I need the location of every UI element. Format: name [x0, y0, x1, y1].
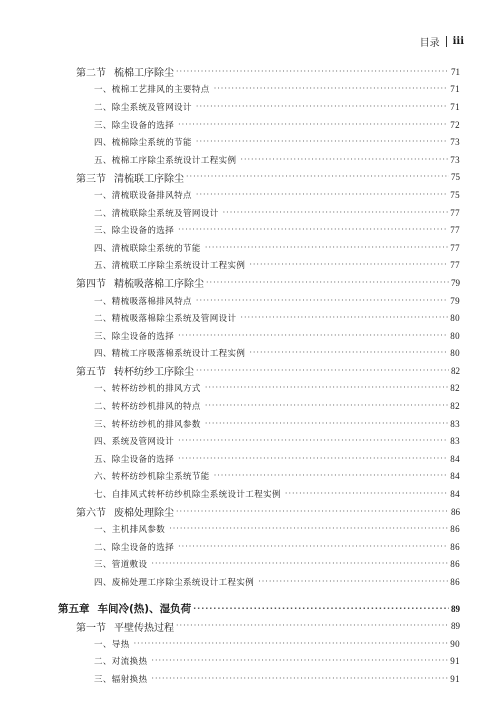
toc-subsection[interactable] — [76, 186, 460, 204]
dot-leader — [285, 489, 448, 499]
dot-leader — [196, 296, 448, 306]
dot-leader — [249, 260, 448, 270]
dot-leader — [169, 524, 448, 534]
toc-label — [76, 504, 174, 519]
dot-leader — [196, 190, 448, 200]
subsection-title: 七、自排风式转杯纺纱机除尘系统设计工程实例 — [94, 490, 281, 501]
dot-leader — [196, 102, 448, 112]
section-number: 第一节 — [76, 622, 106, 634]
dot-leader — [214, 84, 448, 94]
subsection-title: 六、转杯纺纱机除尘系统节能 — [94, 472, 210, 483]
dot-leader — [205, 243, 448, 253]
page-number: 80 — [450, 330, 460, 341]
toc-subsection[interactable] — [76, 450, 460, 468]
dot-leader — [186, 172, 449, 182]
dot-leader — [205, 401, 448, 411]
toc-subsection[interactable] — [76, 204, 460, 222]
header-label: 目录 — [419, 38, 440, 49]
subsection-title: 一、主机排风参数 — [94, 525, 166, 536]
subsection-title: 三、除尘设备的选择 — [94, 120, 175, 131]
toc-subsection[interactable] — [76, 116, 460, 134]
dot-leader — [240, 313, 448, 323]
page-number: 86 — [451, 506, 460, 517]
page-number: 79 — [450, 295, 460, 306]
table-of-contents — [58, 63, 460, 688]
dot-leader — [151, 656, 448, 666]
chapter-title: 车间冷(热)、湿负荷 — [97, 603, 192, 616]
dot-leader — [178, 120, 448, 130]
page-number: 71 — [450, 101, 460, 112]
page-number: 89 — [451, 621, 460, 632]
subsection-title: 二、除尘设备的选择 — [94, 542, 175, 553]
chapter-number: 第五章 — [58, 603, 90, 616]
page-number: 79 — [451, 277, 460, 288]
page-number: 77 — [450, 225, 460, 236]
section-number: 第六节 — [76, 508, 106, 520]
subsection-title: 一、转杯纺纱机的排风方式 — [94, 384, 201, 395]
toc-subsection[interactable] — [76, 151, 460, 169]
dot-leader — [178, 331, 448, 341]
page-number: 89 — [451, 603, 460, 614]
page-number: 84 — [450, 489, 460, 500]
dot-leader — [178, 542, 448, 552]
dot-leader — [249, 348, 448, 358]
dot-leader — [258, 577, 448, 587]
dot-leader — [240, 155, 448, 165]
page-number: 72 — [450, 119, 460, 130]
page-number: 73 — [450, 154, 460, 165]
toc-subsection[interactable] — [76, 635, 460, 653]
page-number: 84 — [450, 453, 460, 464]
subsection-title: 三、辐射换热 — [94, 674, 148, 685]
subsection-title: 一、清梳联设备排风特点 — [94, 190, 192, 201]
page-number: 77 — [450, 260, 460, 271]
page-number: 91 — [450, 673, 460, 684]
subsection-title: 四、系统及管网设计 — [94, 437, 175, 448]
toc-subsection[interactable] — [76, 327, 460, 345]
subsection-title: 五、清梳联工序除尘系统设计工程实例 — [94, 261, 246, 272]
page-number: 91 — [450, 656, 460, 667]
dot-leader — [178, 436, 448, 446]
header-divider — [446, 36, 447, 47]
page-number: 82 — [451, 365, 460, 376]
dot-leader — [196, 137, 448, 147]
page-number: 86 — [450, 541, 460, 552]
page-number: 82 — [450, 401, 460, 412]
page-number: 83 — [450, 436, 460, 447]
toc-section[interactable] — [76, 362, 460, 380]
toc-label — [76, 363, 194, 378]
toc-section[interactable] — [76, 274, 460, 292]
toc-subsection[interactable] — [76, 556, 460, 574]
page-number: 75 — [451, 172, 460, 183]
section-title: 清梳联工序除尘 — [114, 173, 184, 185]
page-number: 71 — [450, 84, 460, 95]
section-number: 第二节 — [76, 68, 106, 80]
toc-section[interactable] — [76, 503, 460, 521]
dot-leader — [176, 67, 449, 77]
page-number: 86 — [450, 559, 460, 570]
toc-subsection[interactable] — [76, 415, 460, 433]
section-number: 第四节 — [76, 279, 106, 291]
page-number: 86 — [450, 524, 460, 535]
toc-section[interactable] — [76, 169, 460, 187]
toc-section[interactable] — [76, 617, 460, 635]
dot-leader — [205, 383, 448, 393]
page-number: 71 — [451, 66, 460, 77]
subsection-title: 四、精梳工序吸落棉系统设计工程实例 — [94, 349, 246, 360]
section-number: 第五节 — [76, 367, 106, 379]
page-number: 86 — [450, 577, 460, 588]
toc-subsection[interactable] — [76, 670, 460, 688]
dot-leader — [178, 454, 448, 464]
dot-leader — [196, 366, 449, 376]
page-number: 84 — [450, 471, 460, 482]
page-number: 80 — [450, 313, 460, 324]
dot-leader — [205, 419, 448, 429]
subsection-title: 二、精梳吸落棉除尘系统及管网设计 — [94, 314, 237, 325]
section-title: 平壁传热过程 — [114, 622, 174, 634]
subsection-title: 一、梳棉工艺排风的主要特点 — [94, 85, 210, 96]
toc-subsection[interactable] — [76, 653, 460, 671]
toc-subsection[interactable] — [76, 239, 460, 257]
subsection-title: 五、除尘设备的选择 — [94, 454, 175, 465]
toc-subsection[interactable] — [76, 468, 460, 486]
toc-subsection[interactable] — [76, 380, 460, 398]
toc-label — [58, 601, 191, 616]
page-number: 73 — [450, 137, 460, 148]
subsection-title: 五、梳棉工序除尘系统设计工程实例 — [94, 155, 237, 166]
subsection-title: 一、导热 — [94, 639, 130, 650]
subsection-title: 四、梳棉除尘系统的节能 — [94, 138, 192, 149]
subsection-title: 二、转杯纺纱机排风的特点 — [94, 402, 201, 413]
page-number: 90 — [450, 638, 460, 649]
section-title: 废棉处理除尘 — [114, 508, 174, 520]
toc-subsection[interactable] — [76, 485, 460, 503]
page-number: 75 — [450, 189, 460, 200]
toc-subsection[interactable] — [76, 98, 460, 116]
subsection-title: 二、对流换热 — [94, 657, 148, 668]
toc-subsection[interactable] — [76, 538, 460, 556]
subsection-title: 四、清梳联除尘系统的节能 — [94, 243, 201, 254]
subsection-title: 三、除尘设备的选择 — [94, 226, 175, 237]
subsection-title: 一、精梳吸落棉排风特点 — [94, 296, 192, 307]
subsection-title: 四、废棉处理工序除尘系统设计工程实例 — [94, 578, 255, 589]
toc-subsection[interactable] — [76, 397, 460, 415]
dot-leader — [223, 208, 449, 218]
dot-leader — [176, 507, 449, 517]
toc-label — [76, 275, 204, 290]
toc-subsection[interactable] — [76, 133, 460, 151]
subsection-title: 三、管道敷设 — [94, 560, 148, 571]
page-number: 77 — [450, 207, 460, 218]
page-number: 82 — [450, 383, 460, 394]
toc-subsection[interactable] — [76, 432, 460, 450]
toc-label — [76, 619, 174, 634]
toc-subsection[interactable] — [76, 292, 460, 310]
subsection-title: 三、转杯纺纱机的排风参数 — [94, 419, 201, 430]
dot-leader — [151, 674, 448, 684]
section-number: 第三节 — [76, 173, 106, 185]
subsection-title: 三、除尘设备的选择 — [94, 331, 175, 342]
page-number: 77 — [450, 242, 460, 253]
dot-leader — [134, 639, 449, 649]
page-number: 80 — [450, 348, 460, 359]
dot-leader — [214, 471, 448, 481]
dot-leader — [193, 604, 449, 614]
section-title: 精梳吸落棉工序除尘 — [114, 279, 204, 291]
dot-leader — [151, 559, 448, 569]
header-page-number: iii — [452, 36, 464, 47]
toc-subsection[interactable] — [76, 309, 460, 327]
page-number: 83 — [450, 418, 460, 429]
section-title: 梳棉工序除尘 — [114, 68, 174, 80]
toc-chapter[interactable] — [58, 600, 460, 618]
toc-label — [76, 64, 174, 79]
toc-label — [76, 170, 184, 185]
section-title: 转杯纺纱工序除尘 — [114, 367, 194, 379]
toc-subsection[interactable] — [76, 221, 460, 239]
toc-subsection[interactable] — [76, 520, 460, 538]
toc-section[interactable] — [76, 63, 460, 81]
running-header — [420, 34, 464, 49]
dot-leader — [178, 225, 448, 235]
toc-subsection[interactable] — [76, 81, 460, 99]
toc-subsection[interactable] — [76, 573, 460, 591]
toc-subsection[interactable] — [76, 257, 460, 275]
subsection-title: 二、除尘系统及管网设计 — [94, 102, 192, 113]
toc-subsection[interactable] — [76, 345, 460, 363]
dot-leader — [176, 621, 449, 631]
subsection-title: 二、清梳联除尘系统及管网设计 — [94, 208, 219, 219]
dot-leader — [206, 278, 449, 288]
